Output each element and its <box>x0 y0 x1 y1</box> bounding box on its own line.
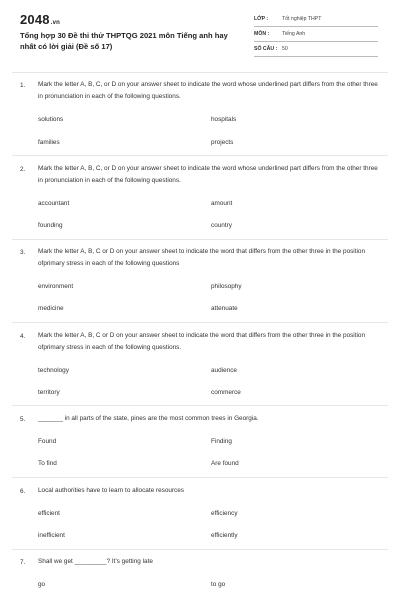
question-divider <box>12 405 388 406</box>
meta-row-subject <box>254 28 378 42</box>
option-b[interactable]: amount <box>211 200 233 207</box>
option-a[interactable]: technology <box>38 367 69 374</box>
logo-text: 2048 <box>20 12 50 27</box>
meta-value: Tốt nghiệp THPT <box>282 16 322 22</box>
question-text: Local authorities have to learn to allocate resources <box>38 487 185 494</box>
option-c[interactable]: medicine <box>38 305 64 312</box>
option-c[interactable]: inefficient <box>38 532 65 539</box>
meta-label: MÔN : <box>254 31 270 37</box>
question-text: Mark the letter A, B, C, or D on your answer sheet to indicate the word whose underlined part differs from the other three in pronunciation in each of the following questions. <box>38 81 378 100</box>
option-b[interactable]: efficiency <box>211 510 238 517</box>
question-divider <box>12 239 388 240</box>
option-a[interactable]: Found <box>38 438 57 445</box>
meta-value: 50 <box>282 46 288 52</box>
option-d[interactable]: efficiently <box>211 532 238 539</box>
option-c[interactable]: founding <box>38 222 63 229</box>
option-c[interactable]: families <box>38 139 60 146</box>
question-number: 3. <box>20 249 26 256</box>
question-number: 1. <box>20 82 26 89</box>
question-number: 4. <box>20 333 26 340</box>
question-text: Mark the letter A, B, C or D on your answer sheet to indicate the word that differs from the other three in the position ofprimary stress in each of the following questions. <box>38 332 366 351</box>
question-text: _______ in all parts of the state, pines are the most common trees in Georgia. <box>38 415 259 422</box>
document-header <box>0 0 400 72</box>
meta-label: SỐ CÂU : <box>254 46 278 52</box>
option-a[interactable]: environment <box>38 283 74 290</box>
question-number: 5. <box>20 416 26 423</box>
option-a[interactable]: solutions <box>38 116 64 123</box>
option-a[interactable]: efficient <box>38 510 60 517</box>
header-divider <box>12 72 388 73</box>
question-divider <box>12 322 388 323</box>
option-c[interactable]: To find <box>38 460 57 467</box>
option-d[interactable]: country <box>211 222 232 229</box>
option-d[interactable]: attenuate <box>211 305 238 312</box>
question-divider <box>12 549 388 550</box>
option-b[interactable]: audience <box>211 367 237 374</box>
option-a[interactable]: go <box>38 581 46 588</box>
site-logo[interactable] <box>20 12 60 27</box>
option-d[interactable]: Are found <box>211 460 239 467</box>
meta-value: Tiếng Anh <box>282 31 306 37</box>
option-b[interactable]: hospitals <box>211 116 237 123</box>
question-text: Mark the letter A, B, C or D on your answer sheet to indicate the word that differs from the other three in the position ofprimary stress in each of the following questions <box>38 248 366 267</box>
option-b[interactable]: to go <box>211 581 226 588</box>
logo-suffix: .vn <box>50 20 61 26</box>
option-b[interactable]: philosophy <box>211 283 242 290</box>
question-number: 2. <box>20 166 26 173</box>
question-text: Shall we get _________? It's getting late <box>38 558 153 565</box>
option-d[interactable]: commerce <box>211 389 241 396</box>
question-number: 6. <box>20 488 26 495</box>
question-number: 7. <box>20 559 26 566</box>
question-text: Mark the letter A, B, C, or D on your answer sheet to indicate the word whose underlined part differs from the other three in pronunciation in each of the following questions. <box>38 165 378 184</box>
meta-row-class <box>254 13 378 27</box>
meta-label: LỚP : <box>254 16 269 22</box>
meta-row-question-count <box>254 43 378 57</box>
document-title: Tổng hợp 30 Đề thi thử THPTQG 2021 môn Tiếng anh hay nhất có lời giải (Đề số 17) <box>20 31 228 51</box>
option-d[interactable]: projects <box>211 139 234 146</box>
option-a[interactable]: accountant <box>38 200 70 207</box>
question-divider <box>12 155 388 156</box>
option-c[interactable]: territory <box>38 389 60 396</box>
question-divider <box>12 477 388 478</box>
option-b[interactable]: Finding <box>211 438 232 445</box>
